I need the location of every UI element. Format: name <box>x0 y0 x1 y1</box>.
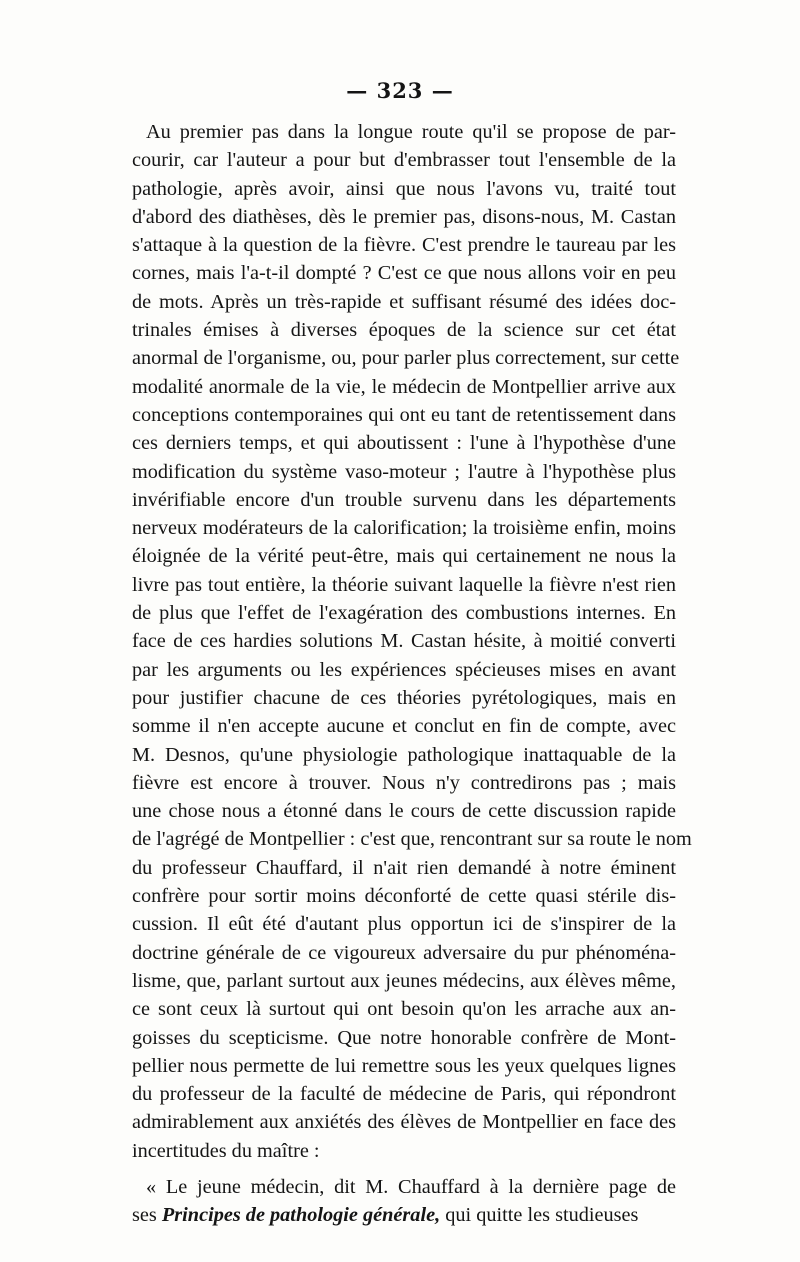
text-line: par les arguments ou les expériences spécieuses mises en avant <box>132 658 676 681</box>
text-line: pellier nous permette de lui remettre sous les yeux quelques lignes <box>132 1054 676 1077</box>
text-line: modification du système vaso-moteur ; l'autre à l'hypothèse plus <box>132 460 676 483</box>
text-line: s'attaque à la question de la fièvre. C'est prendre le taureau par les <box>132 234 676 257</box>
text-line: éloignée de la vérité peut-être, mais qui certainement ne nous la <box>132 545 676 568</box>
text-line: modalité anormale de la vie, le médecin de Montpellier arrive aux <box>132 375 676 398</box>
text-line: M. Desnos, qu'une physiologie pathologique inattaquable de la <box>132 743 676 766</box>
text-line: ce sont ceux là surtout qui ont besoin qu'on les arrache aux an- <box>132 998 676 1021</box>
text-line: cussion. Il eût été d'autant plus opportun ici de s'inspirer de la <box>132 913 676 936</box>
text-line: livre pas tout entière, la théorie suivant laquelle la fièvre n'est rien <box>132 573 676 596</box>
text-line: du professeur de la faculté de médecine de Paris, qui répondront <box>132 1083 676 1106</box>
body-text <box>132 118 692 1230</box>
text-line: de plus que l'effet de l'exagération des combustions internes. En <box>132 602 676 625</box>
text-fragment: ses <box>132 1204 157 1227</box>
text-line: de mots. Après un très-rapide et suffisant résumé des idées doc- <box>132 290 676 313</box>
text-line: lisme, que, parlant surtout aux jeunes médecins, aux élèves même, <box>132 969 676 992</box>
text-line: Au premier pas dans la longue route qu'il se propose de par- <box>146 121 676 143</box>
text-line: confrère pour sortir moins déconforté de cette quasi stérile dis- <box>132 885 676 908</box>
text-line: goisses du scepticisme. Que notre honorable confrère de Mont- <box>132 1026 676 1049</box>
text-line: d'abord des diathèses, dès le premier pas, disons-nous, M. Castan <box>132 205 676 228</box>
text-line: « Le jeune médecin, dit M. Chauffard à la dernière page de <box>146 1175 676 1198</box>
text-line: doctrine générale de ce vigoureux adversaire du pur phénoména- <box>132 941 676 964</box>
text-line: admirablement aux anxiétés des élèves de Montpellier en face des <box>132 1111 676 1134</box>
text-fragment: qui quitte les studieuses <box>445 1204 639 1227</box>
text-line: fièvre est encore à trouver. Nous n'y contredirons pas ; mais <box>132 771 676 794</box>
text-line: somme il n'en accepte aucune et conclut en fin de compte, avec <box>132 715 676 738</box>
text-line: courir, car l'auteur a pour but d'embrasser tout l'ensemble de la <box>132 149 676 172</box>
text-line <box>132 1201 676 1229</box>
text-line: conceptions contemporaines qui ont eu tant de retentissement dans <box>132 403 676 426</box>
text-line: pour justifier chacune de ces théories pyrétologiques, mais en <box>132 686 676 709</box>
text-line: une chose nous a étonné dans le cours de cette discussion rapide <box>132 800 676 823</box>
paragraph-2 <box>132 1173 676 1230</box>
page-number: — 323 — <box>346 78 454 103</box>
text-line: de l'agrégé de Montpellier : c'est que, rencontrant sur sa route le nom <box>132 828 692 851</box>
text-line: du professeur Chauffard, il n'ait rien demandé à notre éminent <box>132 856 676 879</box>
text-line: anormal de l'organisme, ou, pour parler plus correctement, sur cette <box>132 347 680 370</box>
text-line: invérifiable encore d'un trouble survenu dans les départements <box>132 488 676 511</box>
paragraph-1 <box>132 118 692 1165</box>
text-line: ces derniers temps, et qui aboutissent : l'une à l'hypothèse d'une <box>132 432 676 455</box>
text-line: nerveux modérateurs de la calorification; la troisième enfin, moins <box>132 517 676 540</box>
text-line: cornes, mais l'a-t-il dompté ? C'est ce que nous allons voir en peu <box>132 262 676 285</box>
text-line: trinales émises à diverses époques de la science sur cet état <box>132 319 676 342</box>
text-line: pathologie, après avoir, ainsi que nous l'avons vu, traité tout <box>132 177 676 200</box>
book-title: Principes de pathologie générale, <box>161 1204 441 1227</box>
text-line: incertitudes du maître : <box>132 1139 320 1162</box>
paragraph-gap <box>132 1165 676 1173</box>
text-line: face de ces hardies solutions M. Castan hésite, à moitié converti <box>132 630 676 653</box>
